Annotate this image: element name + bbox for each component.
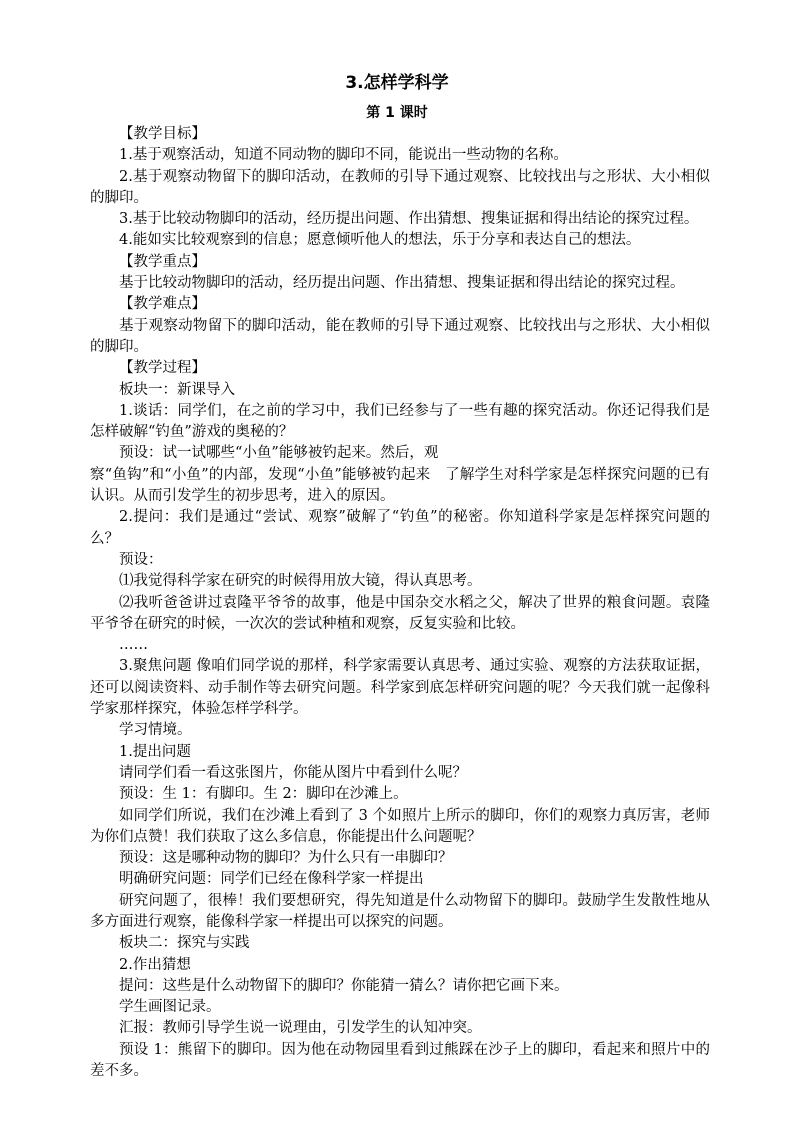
paragraph: 预设： [119, 551, 163, 568]
paragraph: 基于比较动物脚印的活动，经历提出问题、作出猜想、搜集证据和得出结论的探究过程。 [119, 275, 685, 292]
paragraph: 预设 1：熊留下的脚印。因为他在动物园里看到过熊踩在沙子上的脚印，看起来和照片中的差不多。 [90, 1041, 710, 1080]
paragraph: 1.提出问题 [119, 743, 191, 760]
paragraph: 预设：这是哪种动物的脚印？为什么只有一串脚印？ [119, 850, 453, 867]
section-heading: 【教学目标】 [119, 126, 206, 142]
document-title: 3.怎样学科学 [345, 73, 449, 93]
paragraph: 明确研究问题：同学们已经在像科学家一样提出 [119, 871, 424, 888]
paragraph: 基于观察动物留下的脚印活动，能在教师的引导下通过观察、比较找出与之形状、大小相似的脚印。 [90, 317, 710, 355]
paragraph: 4.能如实比较观察到的信息；愿意倾听他人的想法，乐于分享和表达自己的想法。 [119, 232, 641, 249]
paragraph: 2.基于观察动物留下的脚印活动，在教师的引导下通过观察、比较找出与之形状、大小相似的脚印。 [90, 168, 710, 206]
paragraph: 学习情境。 [119, 722, 192, 739]
paragraph: 预设：生 1：有脚印。生 2：脚印在沙滩上。 [119, 786, 408, 803]
paragraph: 预设：试一试哪些“小鱼”能够被钓起来。然后，观 [119, 445, 439, 462]
paragraph: 研究问题了，很棒！我们要想研究，得先知道是什么动物留下的脚印。鼓励学生发散性地从多方面进行观察，能像科学家一样提出可以探究的问题。 [90, 892, 710, 930]
paragraph: 2.提问：我们是通过“尝试、观察”破解了“钓鱼”的秘密。你知道科学家是怎样探究问题的么？ [90, 509, 710, 547]
paragraph: 板块二：探究与实践 [119, 935, 250, 952]
paragraph: ⑴我觉得科学家在研究的时候得用放大镜，得认真思考。 [119, 573, 482, 590]
paragraph: …… [119, 637, 148, 654]
paragraph: 如同学们所说，我们在沙滩上看到了 3 个如照片上所示的脚印，你们的观察力真厉害，老师为你们点赞！我们获取了这么多信息，你能提出什么问题呢？ [90, 807, 710, 845]
paragraph: 2.作出猜想 [119, 956, 191, 973]
paragraph: 学生画图记录。 [119, 999, 221, 1016]
section-heading: 【教学重点】 [119, 253, 206, 270]
paragraph: 3.基于比较动物脚印的活动，经历提出问题、作出猜想、搜集证据和得出结论的探究过程。 [119, 211, 699, 228]
paragraph: 提问：这些是什么动物留下的脚印？你能猜一猜么？请你把它画下来。 [119, 977, 569, 994]
paragraph: ⑵我听爸爸讲过袁隆平爷爷的故事，他是中国杂交水稻之父，解决了世界的粮食问题。袁隆平爷爷在研究的时候，一次次的尝试种植和观察，反复实验和比较。 [90, 594, 710, 632]
document-body [90, 124, 710, 1082]
section-heading: 【教学难点】 [119, 296, 206, 313]
paragraph: 汇报：教师引导学生说一说理由，引发学生的认知冲突。 [119, 1020, 482, 1037]
paragraph: 察“鱼钩”和“小鱼”的内部，发现“小鱼”能够被钓起来 了解学生对科学家是怎样探究问题的已有认识。从而引发学生的初步思考，进入的原因。 [90, 466, 710, 505]
section-heading: 【教学过程】 [119, 360, 206, 377]
paragraph: 板块一：新课导入 [119, 381, 235, 398]
paragraph: 1.谈话：同学们，在之前的学习中，我们已经参与了一些有趣的探究活动。你还记得我们是怎样破解“钓鱼”游戏的奥秘的？ [90, 402, 710, 441]
lesson-subtitle: 第 1 课时 [366, 105, 428, 121]
paragraph: 3.聚焦问题 像咱们同学说的那样，科学家需要认真思考、通过实验、观察的方法获取证据，还可以阅读资料、动手制作等去研究问题。科学家到底怎样研究问题的呢？今天我们就一起像科学家那样探究，体验怎样学科学。 [90, 658, 710, 718]
paragraph: 请同学们看一看这张图片，你能从图片中看到什么呢？ [119, 764, 467, 781]
paragraph: 1.基于观察活动，知道不同动物的脚印不同，能说出一些动物的名称。 [119, 147, 568, 164]
